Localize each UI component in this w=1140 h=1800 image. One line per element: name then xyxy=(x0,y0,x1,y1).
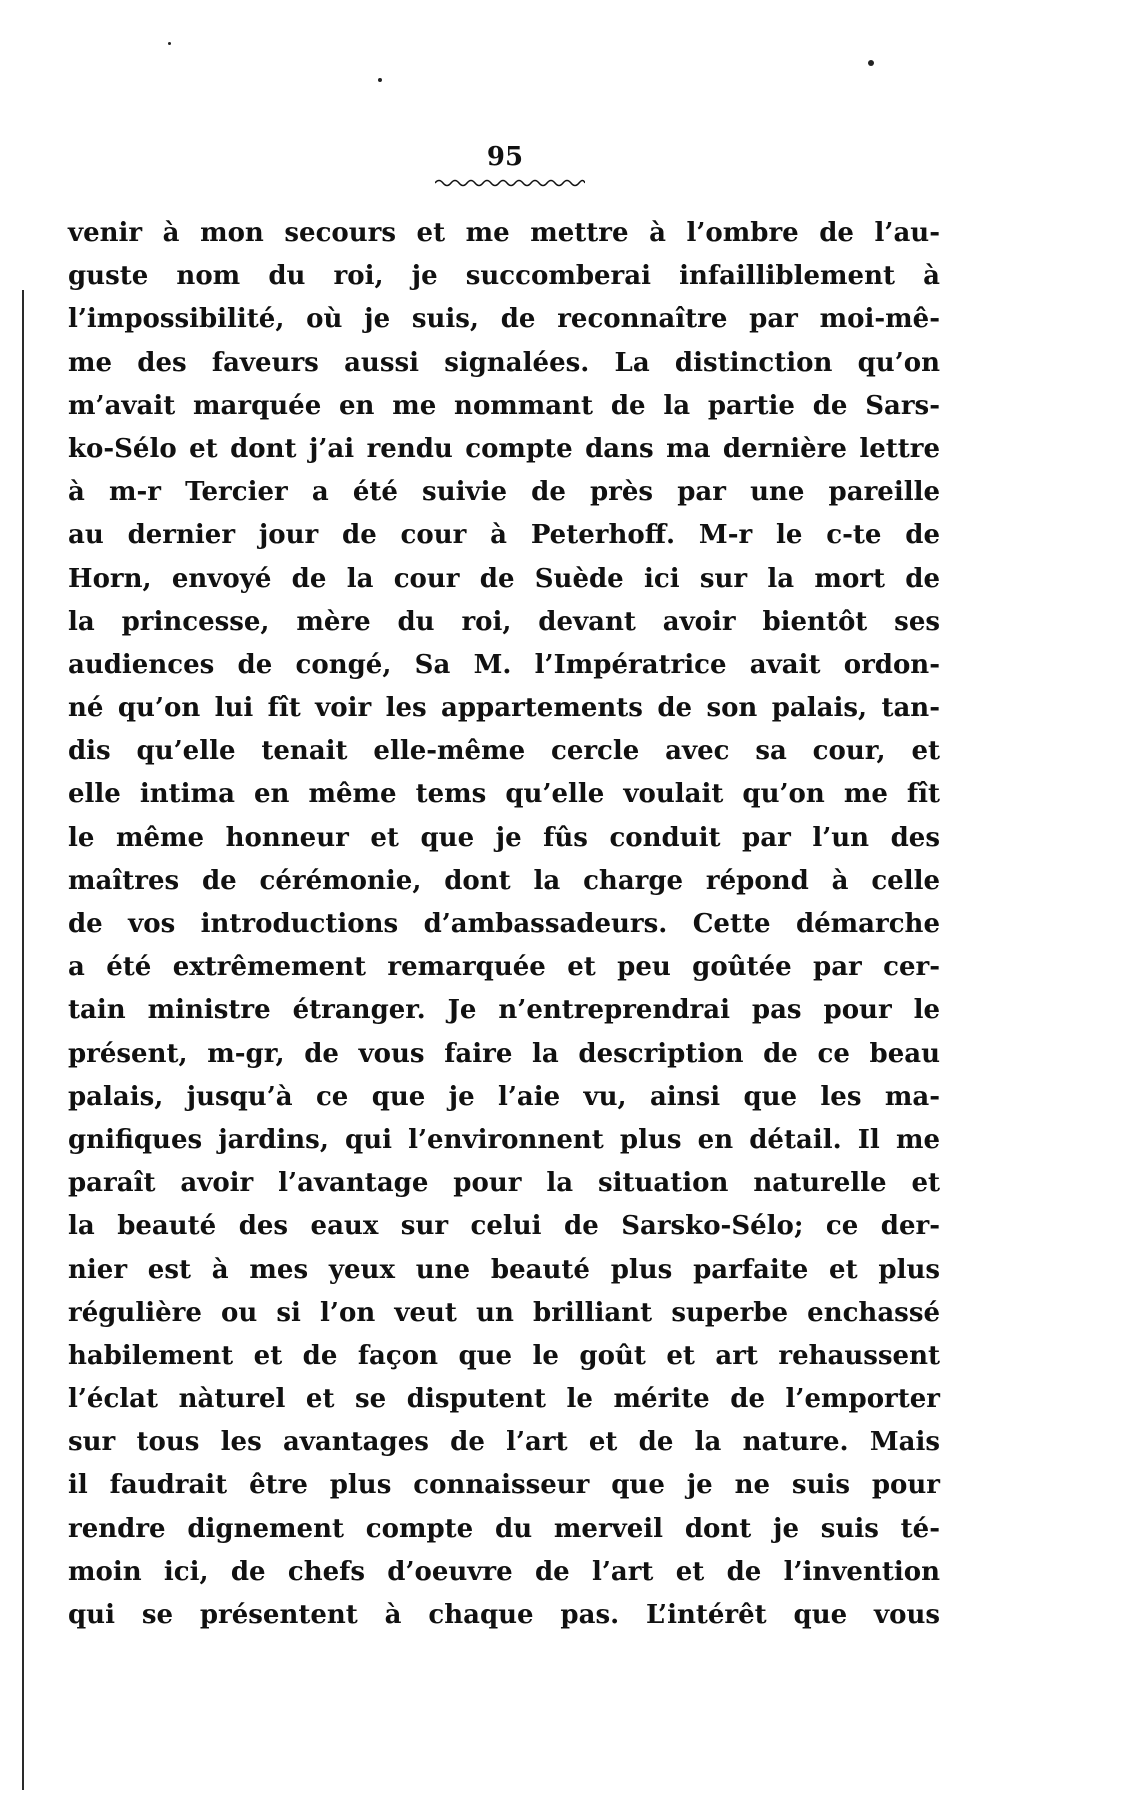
text-line: gnifiques jardins, qui l’environnent plus en détail. Il me xyxy=(68,1124,940,1155)
text-line: il faudrait être plus connaisseur que je ne suis pour xyxy=(68,1470,940,1501)
text-line: elle intima en même tems qu’elle voulait qu’on me fît xyxy=(68,779,940,810)
text-line: a été extrêmement remarquée et peu goûtée par cer- xyxy=(68,952,940,983)
text-line: me des faveurs aussi signalées. La distinction qu’on xyxy=(68,347,940,378)
page-number: 95 xyxy=(486,142,524,172)
text-line: guste nom du roi, je succomberai infailliblement à xyxy=(68,261,940,292)
text-line: de vos introductions d’ambassadeurs. Cette démarche xyxy=(68,909,940,939)
text-line: le même honneur et que je fûs conduit par l’un des xyxy=(68,822,940,853)
text-line: moin ici, de chefs d’oeuvre de l’art et de l’invention xyxy=(68,1556,940,1587)
text-line: m’avait marquée en me nommant de la partie de Sars- xyxy=(68,390,940,421)
text-line: maîtres de cérémonie, dont la charge répond à celle xyxy=(68,865,940,896)
page-edge xyxy=(22,290,24,1790)
text-line: tain ministre étranger. Je n’entreprendrai pas pour le xyxy=(68,995,940,1026)
text-line: au dernier jour de cour à Peterhoff. M-r le c-te de xyxy=(68,520,940,551)
text-line: la princesse, mère du roi, devant avoir bientôt ses xyxy=(68,606,940,637)
text-line: rendre dignement compte du merveil dont je suis té- xyxy=(68,1513,940,1544)
text-line: régulière ou si l’on veut un brilliant superbe enchassé xyxy=(68,1297,940,1328)
ink-speck xyxy=(168,42,171,45)
text-line: habilement et de façon que le goût et art rehaussent xyxy=(68,1340,940,1371)
text-line: dis qu’elle tenait elle-même cercle avec sa cour, et xyxy=(68,736,940,767)
text-line: à m-r Tercier a été suivie de près par une pareille xyxy=(68,477,940,508)
text-line: audiences de congé, Sa M. l’Impératrice avait ordon- xyxy=(68,649,940,680)
text-line: né qu’on lui fît voir les appartements de son palais, tan- xyxy=(68,693,940,724)
text-line: Horn, envoyé de la cour de Suède ici sur la mort de xyxy=(68,563,940,594)
text-line: venir à mon secours et me mettre à l’ombre de l’au- xyxy=(68,218,940,248)
text-line: nier est à mes yeux une beauté plus parfaite et plus xyxy=(68,1254,940,1285)
text-line: présent, m-gr, de vous faire la description de ce beau xyxy=(68,1038,940,1069)
text-line: l’impossibilité, où je suis, de reconnaître par moi-mê- xyxy=(68,304,940,335)
body-text xyxy=(68,212,940,1637)
text-line: la beauté des eaux sur celui de Sarsko-Sélo; ce der- xyxy=(68,1211,940,1242)
text-line: palais, jusqu’à ce que je l’aie vu, ainsi que les ma- xyxy=(68,1081,940,1112)
text-line: qui se présentent à chaque pas. L’intérêt que vous xyxy=(68,1600,940,1630)
ink-speck xyxy=(868,60,874,66)
text-line: paraît avoir l’avantage pour la situation naturelle et xyxy=(68,1168,940,1199)
text-line: ko-Sélo et dont j’ai rendu compte dans ma dernière lettre xyxy=(68,433,940,464)
ink-speck xyxy=(378,78,382,82)
text-line: l’éclat nàturel et se disputent le mérite de l’emporter xyxy=(68,1384,940,1415)
text-line: sur tous les avantages de l’art et de la nature. Mais xyxy=(68,1427,940,1458)
wavy-ornament xyxy=(435,178,585,188)
